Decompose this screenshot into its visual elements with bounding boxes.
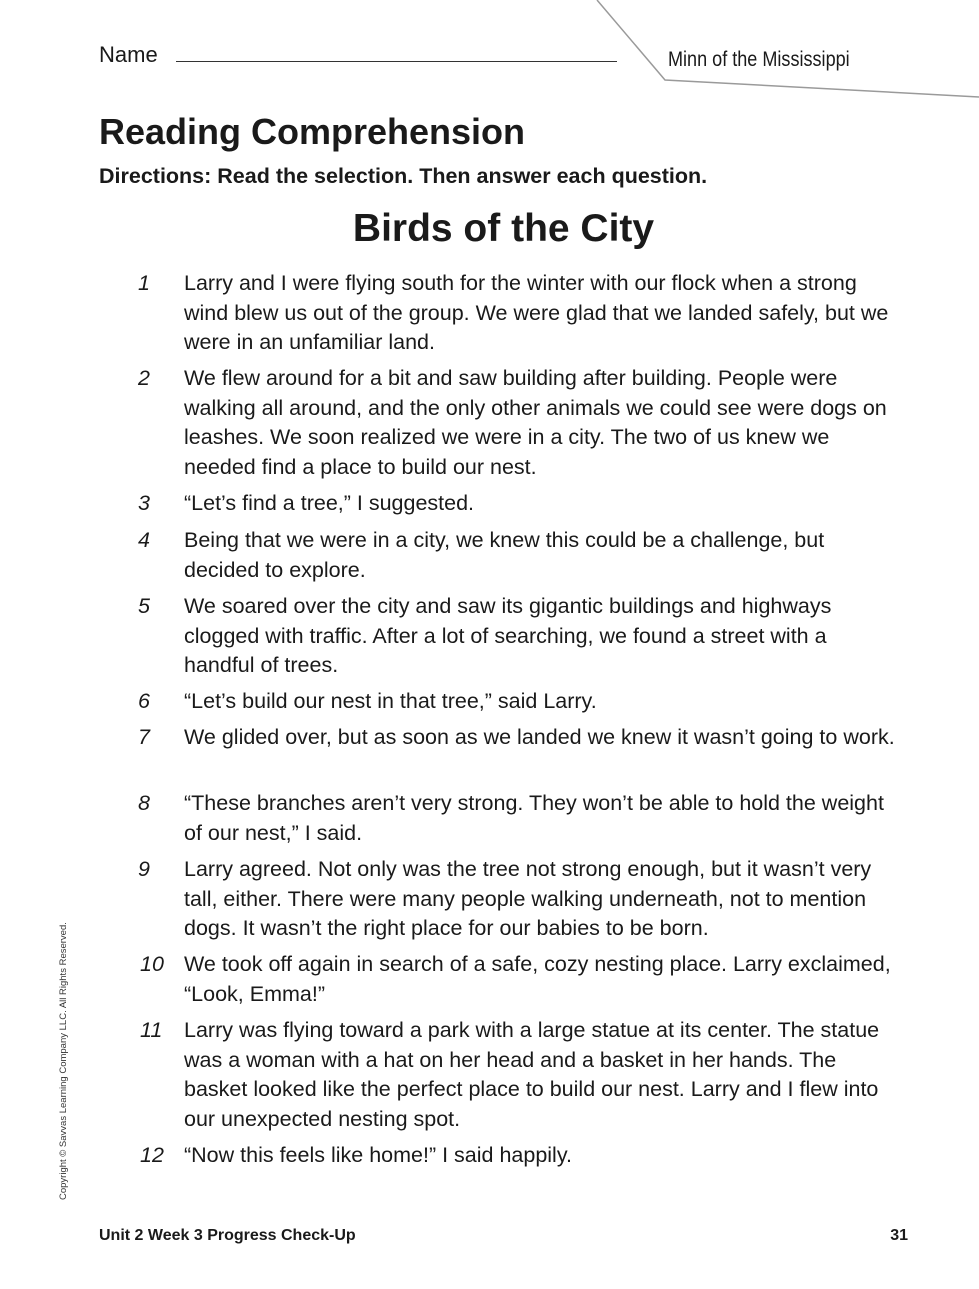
name-label: Name (99, 42, 158, 67)
paragraph-text: We soared over the city and saw its gigantic buildings and highways clogged with traffic. After a lot of searching, we found a street with a handful of trees. (184, 594, 832, 677)
paragraph-number: 6 (138, 689, 150, 713)
directions: Directions: Read the selection. Then answer each question. (99, 164, 708, 188)
paragraph-number: 12 (140, 1143, 164, 1167)
paragraph-text: We flew around for a bit and saw building after building. People were walking all around, and the only other animals we could see were dogs on leashes. We soon realized we were in a city. The two of us knew we needed find a place to build our nest. (184, 366, 887, 479)
paragraph-number: 8 (138, 791, 150, 815)
paragraph-text: “These branches aren’t very strong. They won’t be able to hold the weight of our nest,” I said. (184, 791, 884, 845)
paragraph-text: Larry was flying toward a park with a large statue at its center. The statue was a woman with a hat on her head and a basket in her hands. The basket looked like the perfect place to build our nest. Larry and I flew into our unexpected nesting spot. (184, 1018, 880, 1131)
paragraph-text: “Now this feels like home!” I said happily. (184, 1143, 572, 1167)
copyright-notice: Copyright © Savvas Learning Company LLC. All Rights Reserved. (58, 922, 69, 1200)
paragraph-number: 2 (138, 366, 150, 390)
footer-unit-label: Unit 2 Week 3 Progress Check-Up (99, 1227, 356, 1244)
paragraph-number: 3 (138, 491, 150, 515)
paragraph-text: Larry agreed. Not only was the tree not strong enough, but it wasn’t very tall, either. There were many people walking underneath, not to mention dogs. It wasn’t the right place for our babies to be born. (184, 857, 872, 940)
passage-title: Birds of the City (352, 207, 655, 250)
paragraph-text: “Let’s build our nest in that tree,” said Larry. (184, 689, 597, 713)
paragraph-text: We glided over, but as soon as we landed we knew it wasn’t going to work. (184, 725, 895, 749)
paragraph-number: 11 (140, 1018, 163, 1042)
paragraph-number: 9 (138, 857, 150, 881)
story-title: Minn of the Mississippi (668, 48, 850, 71)
paragraph-number: 1 (138, 271, 150, 295)
paragraph-text: We took off again in search of a safe, cozy nesting place. Larry exclaimed, “Look, Emma!” (184, 952, 891, 1006)
page-number: 31 (890, 1227, 908, 1244)
paragraph-number: 5 (138, 594, 150, 618)
section-title: Reading Comprehension (99, 111, 526, 152)
paragraph-text: “Let’s find a tree,” I suggested. (184, 491, 475, 515)
paragraph-text: Being that we were in a city, we knew this could be a challenge, but decided to explore. (184, 528, 825, 582)
paragraph-number: 7 (138, 725, 150, 749)
paragraph-number: 10 (140, 952, 164, 976)
name-write-line[interactable] (176, 61, 617, 62)
paragraph-number: 4 (138, 528, 150, 552)
paragraph-text: Larry and I were flying south for the winter with our flock when a strong wind blew us out of the group. We were glad that we landed safely, but we were in an unfamiliar land. (184, 271, 889, 354)
